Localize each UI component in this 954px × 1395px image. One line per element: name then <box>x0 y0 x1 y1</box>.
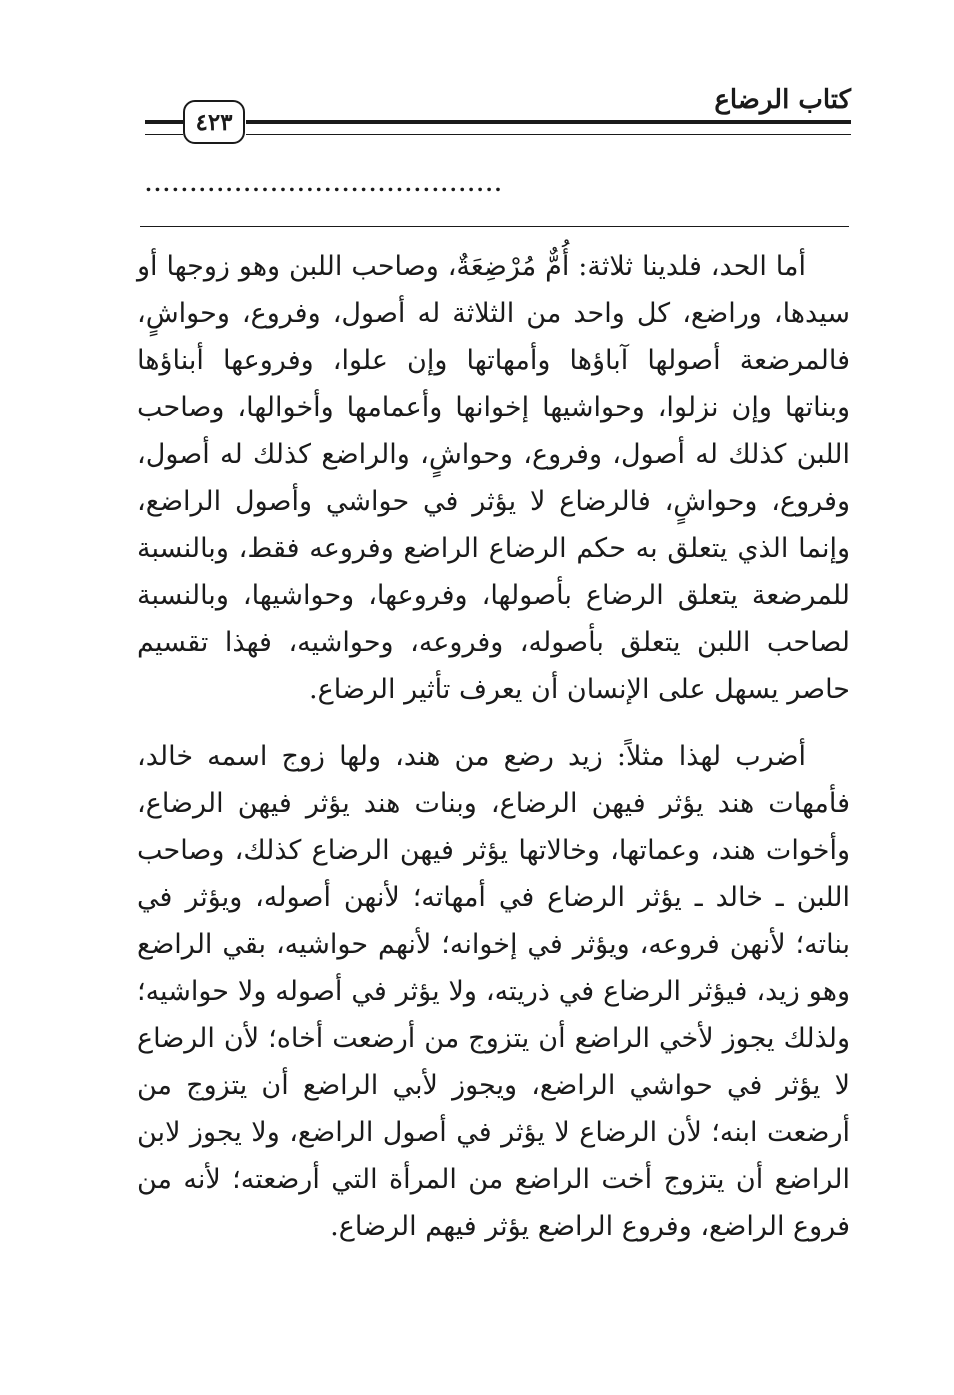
page-number: ٤٢٣ <box>183 100 245 144</box>
section-divider <box>140 226 849 227</box>
body-paragraph-2 <box>137 733 850 1250</box>
header-rule <box>246 120 851 135</box>
header-rule-short <box>145 120 183 135</box>
paragraph-text: أضرب لهذا مثلاً: زيد رضع من هند، ولها زوج اسمه خالد، فأمهات هند يؤثر فيهن الرضاع، وبنات هند يؤثر فيهن الرضاع، وأخوات هند، وعماتها، وخالاتها يؤثر فيهن الرضاع كذلك، وصاحب اللبن ـ خالد ـ يؤثر الرضاع في أمهاته؛ لأنهن أصوله، ويؤثر في بناته؛ لأنهن فروعه، ويؤثر في إخوانه؛ لأنهم حواشيه، بقي الراضع وهو زيد، فيؤثر الرضاع في ذريته، ولا يؤثر في أصوله ولا حواشيه؛ ولذلك يجوز لأخي الراضع أن يتزوج من أرضعت أخاه؛ لأن الرضاع لا يؤثر في حواشي الراضع، ويجوز لأبي الراضع أن يتزوج من أرضعت ابنه؛ لأن الرضاع لا يؤثر في أصول الراضع، ولا يجوز لابن الراضع أن يتزوج أخت الراضع من المرأة التي أرضعته؛ لأنه من فروع الراضع، وفروع الراضع يؤثر فيهم الرضاع. <box>137 741 850 1242</box>
dotted-separator: ........................................ <box>145 172 504 196</box>
body-paragraph-1 <box>137 243 850 713</box>
running-header-title: كتاب الرضاع <box>714 85 851 115</box>
paragraph-text: أما الحد، فلدينا ثلاثة: أُمٌّ مُرْضِعَةٌ، وصاحب اللبن وهو زوجها أو سيدها، وراضع، كل واحد من الثلاثة له أصول، وفروع، وحواشٍ، فالمرضعة أصولها آباؤها وأمهاتها وإن علوا، وفروعها أبناؤها وبناتها وإن نزلوا، وحواشيها إخوانها وأعمامها وأخوالها، وصاحب اللبن كذلك له أصول، وفروع، وحواشٍ، والراضع كذلك له أصول، وفروع، وحواشٍ، فالرضاع لا يؤثر في حواشي وأصول الراضع، وإنما الذي يتعلق به حكم الرضاع الراضع وفروعه فقط، وبالنسبة للمرضعة يتعلق الرضاع بأصولها، وفروعها، وحواشيها، وبالنسبة لصاحب اللبن يتعلق بأصوله، وفروعه، وحواشيه، فهذا تقسيم حاصر يسهل على الإنسان أن يعرف تأثير الرضاع. <box>137 251 851 705</box>
